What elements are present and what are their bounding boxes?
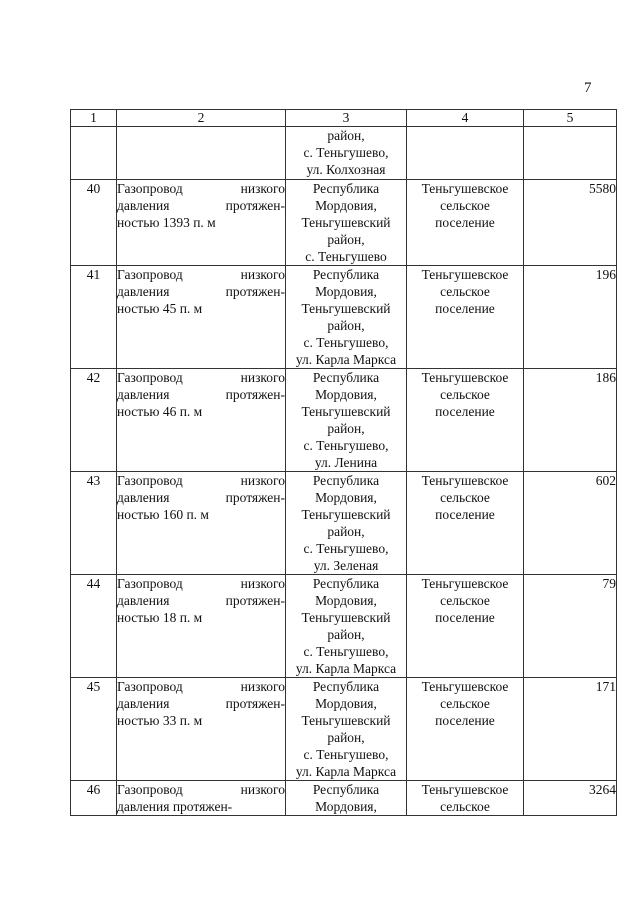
column-header-4: 4 (407, 110, 524, 127)
address-cell-line: Теньгушевский (301, 610, 391, 625)
owner-cell-line: Теньгушевское (421, 370, 509, 385)
table-row (71, 369, 617, 472)
owner-cell-line: сельское (440, 696, 490, 711)
address-cell-line: район, (327, 318, 365, 333)
owner-cell-line: Теньгушевское (421, 267, 509, 282)
address-cell (286, 266, 407, 369)
address-cell-line: Республика (312, 782, 380, 797)
owner-cell (407, 369, 524, 472)
address-cell-line: Теньгушевский (301, 507, 391, 522)
address-cell-line: Мордовия, (315, 490, 377, 505)
address-cell-line: ул. Ленина (314, 455, 378, 470)
value-cell: 602 (524, 472, 617, 575)
row-number-cell: 40 (71, 180, 117, 266)
owner-cell-line: поселение (435, 507, 495, 522)
address-cell-line: Теньгушевский (301, 404, 391, 419)
object-name-cell (117, 472, 286, 575)
object-name-cell-line: давления протяжен- (117, 387, 285, 402)
owner-cell (407, 180, 524, 266)
address-cell (286, 781, 407, 816)
address-cell-line: Республика (312, 370, 380, 385)
table-row (71, 781, 617, 816)
object-name-cell-line: давления протяжен- (117, 696, 285, 711)
table-row (71, 575, 617, 678)
address-cell-line: Мордовия, (315, 198, 377, 213)
owner-cell-line: поселение (435, 215, 495, 230)
owner-cell-line: Теньгушевское (421, 576, 509, 591)
owner-cell-line: поселение (435, 713, 495, 728)
address-cell-line: с. Теньгушево, (303, 541, 389, 556)
address-cell (286, 369, 407, 472)
address-cell-line: район, (327, 232, 365, 247)
value-cell: 5580 (524, 180, 617, 266)
address-cell-line: Мордовия, (315, 284, 377, 299)
owner-cell-line: сельское (440, 490, 490, 505)
address-cell-line: ул. Карла Маркса (295, 661, 397, 676)
address-cell-line: ул. Зеленая (313, 558, 379, 573)
column-header-1: 1 (71, 110, 117, 127)
owner-cell-line: Теньгушевское (421, 679, 509, 694)
owner-cell (407, 127, 524, 180)
object-name-cell-line: Газопровод низкого (117, 267, 285, 282)
owner-cell-line: сельское (440, 799, 490, 814)
object-name-cell (117, 369, 286, 472)
column-header-5: 5 (524, 110, 617, 127)
owner-cell-line: сельское (440, 284, 490, 299)
value-cell: 3264 (524, 781, 617, 816)
object-name-cell-line: Газопровод низкого (117, 679, 285, 694)
table-row (71, 180, 617, 266)
object-name-cell-line: Газопровод низкого (117, 181, 285, 196)
object-name-cell-line: давления протяжен- (117, 593, 285, 608)
value-cell (524, 127, 617, 180)
table-row (71, 127, 617, 180)
address-cell-line: Мордовия, (315, 696, 377, 711)
object-name-cell-line: давления протяжен- (117, 198, 285, 213)
object-name-cell-line: ностью 1393 п. м (117, 215, 216, 230)
row-number-cell: 42 (71, 369, 117, 472)
address-cell-line: Теньгушевский (301, 301, 391, 316)
address-cell (286, 678, 407, 781)
row-number-cell (71, 127, 117, 180)
address-cell-line: ул. Карла Маркса (295, 764, 397, 779)
table-row (71, 266, 617, 369)
address-cell-line: ул. Колхозная (306, 162, 386, 177)
owner-cell-line: сельское (440, 198, 490, 213)
owner-cell (407, 472, 524, 575)
address-cell-line: Мордовия, (315, 593, 377, 608)
table-row (71, 472, 617, 575)
table-header (71, 110, 617, 127)
address-cell-line: Республика (312, 473, 380, 488)
object-name-cell (117, 127, 286, 180)
address-cell-line: Республика (312, 576, 380, 591)
row-number-cell: 44 (71, 575, 117, 678)
address-cell (286, 575, 407, 678)
address-cell-line: Республика (312, 679, 380, 694)
object-name-cell-line: ностью 45 п. м (117, 301, 203, 316)
address-cell-line: Теньгушевский (301, 215, 391, 230)
address-cell-line: с. Теньгушево (305, 249, 387, 264)
row-number-cell: 41 (71, 266, 117, 369)
object-name-cell-line: ностью 33 п. м (117, 713, 203, 728)
address-cell (286, 180, 407, 266)
address-cell-line: район, (327, 730, 365, 745)
column-header-3: 3 (286, 110, 407, 127)
object-name-cell (117, 180, 286, 266)
object-name-cell (117, 678, 286, 781)
owner-cell (407, 266, 524, 369)
object-name-cell-line: ностью 46 п. м (117, 404, 203, 419)
address-cell-line: Мордовия, (315, 799, 377, 814)
value-cell: 79 (524, 575, 617, 678)
address-cell-line: с. Теньгушево, (303, 438, 389, 453)
owner-cell-line: поселение (435, 610, 495, 625)
address-cell-line: Республика (312, 267, 380, 282)
column-header-2: 2 (117, 110, 286, 127)
row-number-cell: 45 (71, 678, 117, 781)
object-name-cell-line: Газопровод низкого (117, 576, 285, 591)
address-cell-line: с. Теньгушево, (303, 145, 389, 160)
object-name-cell (117, 266, 286, 369)
owner-cell-line: сельское (440, 387, 490, 402)
owner-cell (407, 575, 524, 678)
object-name-cell-line: Газопровод низкого (117, 782, 285, 797)
page-number: 7 (584, 80, 592, 96)
address-cell-line: район, (327, 128, 365, 143)
object-name-cell (117, 575, 286, 678)
owner-cell (407, 678, 524, 781)
address-cell-line: Теньгушевский (301, 713, 391, 728)
object-name-cell-line: давления протяжен- (117, 490, 285, 505)
address-cell-line: с. Теньгушево, (303, 644, 389, 659)
owner-cell-line: Теньгушевское (421, 782, 509, 797)
owner-cell-line: Теньгушевское (421, 181, 509, 196)
table-body (71, 127, 617, 816)
row-number-cell: 46 (71, 781, 117, 816)
address-cell-line: Мордовия, (315, 387, 377, 402)
object-name-cell (117, 781, 286, 816)
row-number-cell: 43 (71, 472, 117, 575)
object-name-cell-line: ностью 18 п. м (117, 610, 203, 625)
address-cell-line: с. Теньгушево, (303, 335, 389, 350)
address-cell-line: ул. Карла Маркса (295, 352, 397, 367)
value-cell: 186 (524, 369, 617, 472)
address-cell-line: район, (327, 627, 365, 642)
address-cell (286, 472, 407, 575)
owner-cell-line: Теньгушевское (421, 473, 509, 488)
object-name-cell-line: Газопровод низкого (117, 473, 285, 488)
address-cell-line: район, (327, 524, 365, 539)
owner-cell-line: поселение (435, 404, 495, 419)
object-name-cell-line: Газопровод низкого (117, 370, 285, 385)
table-row (71, 678, 617, 781)
address-cell-line: с. Теньгушево, (303, 747, 389, 762)
owner-cell-line: сельское (440, 593, 490, 608)
address-cell (286, 127, 407, 180)
object-name-cell-line: давления протяжен- (117, 284, 285, 299)
address-cell-line: Республика (312, 181, 380, 196)
address-cell-line: район, (327, 421, 365, 436)
object-name-cell-line: ностью 160 п. м (117, 507, 209, 522)
value-cell: 196 (524, 266, 617, 369)
property-register-table (70, 109, 617, 816)
owner-cell-line: поселение (435, 301, 495, 316)
value-cell: 171 (524, 678, 617, 781)
owner-cell (407, 781, 524, 816)
object-name-cell-line: давления протяжен- (117, 799, 233, 814)
